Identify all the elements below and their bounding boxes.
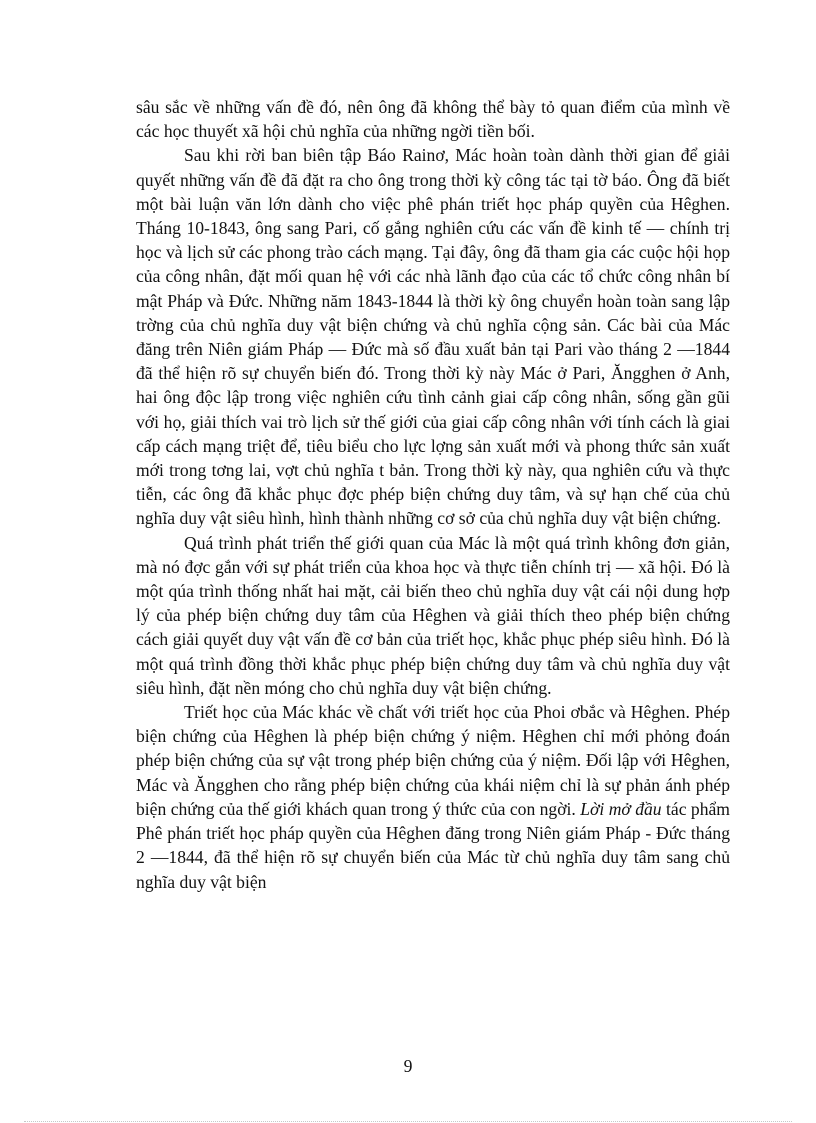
italic-title: Lời mở đầu	[580, 798, 662, 819]
paragraph-3: Quá trình phát triển thế giới quan của Mác là một quá trình không đơn giản, mà nó đợc gắn với sự phát triển của khoa học và thực tiễn chính trị — xã hội. Đó là một qúa trình thống nhất hai mặt, cải biến theo chủ nghĩa duy vật cái nội dung hợp lý của phép biện chứng duy tâm của Hêghen và giải thích theo phép biện chứng cách giải quyết duy vật vấn đề cơ bản của triết học, khắc phục phép siêu hình. Đó là một quá trình đồng thời khắc phục phép biện chứng duy tâm và chủ nghĩa duy vật siêu hình, đặt nền móng cho chủ nghĩa duy vật biện chứng.	[136, 532, 730, 698]
page-number: 9	[403, 1056, 413, 1076]
paragraph-1: sâu sắc về những vấn đề đó, nên ông đã không thể bày tỏ quan điểm của mình về các học thuyết xã hội chủ nghĩa của những ngời tiền bối.	[136, 97, 730, 142]
body-text	[136, 95, 730, 894]
paragraph-4-text-after: tác phẩm Phê phán triết học pháp quyền của Hêghen đăng trong Niên giám Pháp - Đức tháng 2 —1844, đã thể hiện rõ sự chuyển biến của Mác từ chủ nghĩa duy tâm sang chủ nghĩa duy vật biện	[136, 798, 730, 892]
paragraph-4	[136, 700, 730, 894]
paragraph-4-text-before: Triết học của Mác khác về chất với triết học của Phoi ơbắc và Hêghen. Phép biện chứng của Hêghen là phép biện chứng ý niệm. Hêghen chỉ mới phỏng đoán phép biện chứng của sự vật trong phép biện chứng của ý niệm. Đối lập với Hêghen, Mác và Ăngghen cho rằng phép biện chứng của khái niệm chỉ là sự phản ánh phép biện chứng của thế giới khách quan trong ý thức của con ngời.	[136, 702, 730, 819]
bottom-divider	[24, 1121, 792, 1122]
paragraph-2: Sau khi rời ban biên tập Báo Rainơ, Mác hoàn toàn dành thời gian để giải quyết những vấn đề đã đặt ra cho ông trong thời kỳ công tác tại tờ báo. Ông đã biết một bài luận văn lớn dành cho việc phê phán triết học pháp quyền của Hêghen. Tháng 10-1843, ông sang Pari, cố gắng nghiên cứu các vấn đề kinh tế — chính trị học và lịch sử các phong trào cách mạng. Tại đây, ông đã tham gia các cuộc hội họp của công nhân, đặt mối quan hệ với các nhà lãnh đạo của các tổ chức công nhân bí mật Pháp và Đức. Những năm 1843-1844 là thời kỳ ông chuyển hoàn toàn sang lập trờng của chủ nghĩa duy vật biện chứng và chủ nghĩa cộng sản. Các bài của Mác đăng trên Niên giám Pháp — Đức mà số đầu xuất bản tại Pari vào tháng 2 —1844 đã thể hiện rõ sự chuyển biến đó. Trong thời kỳ này Mác ở Pari, Ăngghen ở Anh, hai ông độc lập trong việc nghiên cứu tình cảnh giai cấp công nhân, sống gần gũi với họ, giải thích vai trò lịch sử thế giới của giai cấp công nhân với tính cách là giai cấp cách mạng triệt để, tiêu biểu cho lực lợng sản xuất mới và phong thức sản xuất mới trong tơng lai, vợt chủ nghĩa t bản. Trong thời kỳ này, qua nghiên cứu và thực tiễn, các ông đã khắc phục đợc phép biện chứng duy tâm, và sự hạn chế của chủ nghĩa duy vật siêu hình, hình thành những cơ sở của chủ nghĩa duy vật biện chứng.	[136, 145, 730, 529]
